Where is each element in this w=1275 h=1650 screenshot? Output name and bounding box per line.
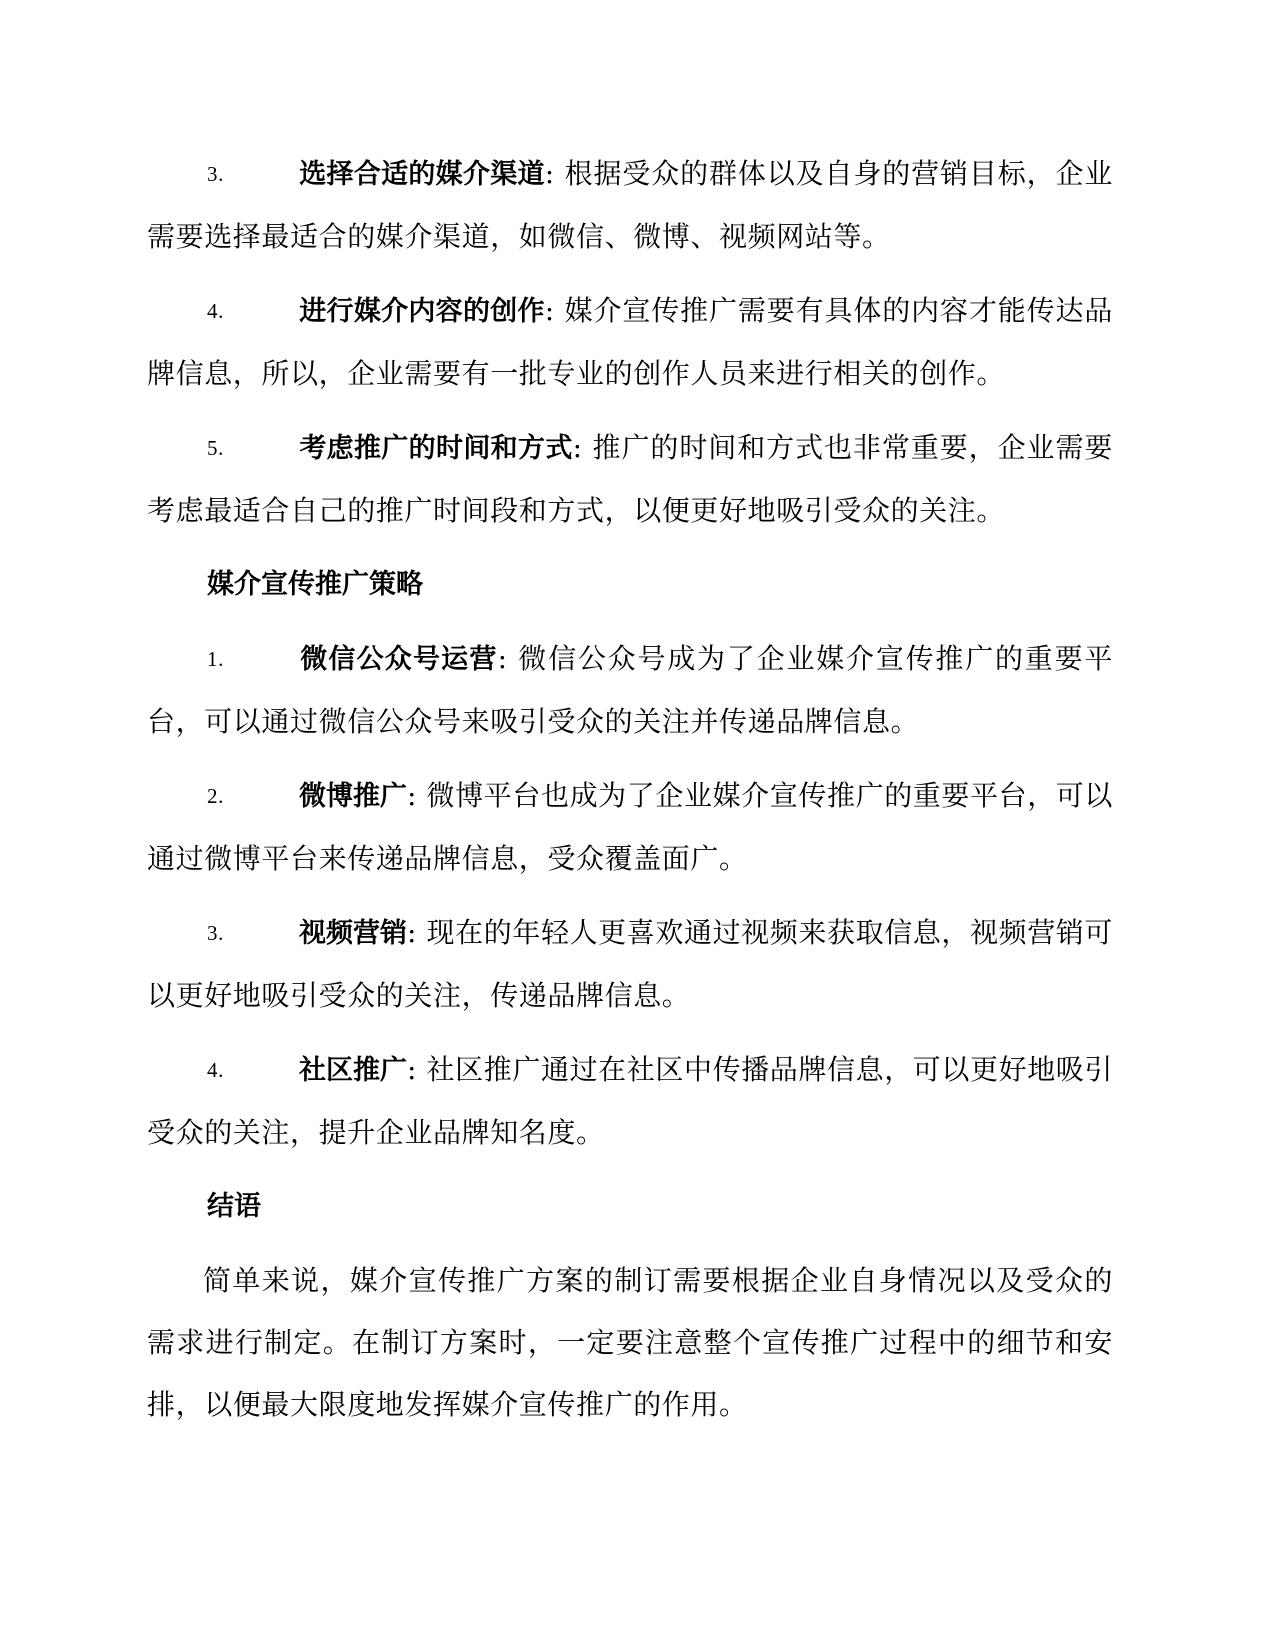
list-number: 1. — [207, 647, 224, 671]
list-item-label: 微信公众号运营 — [299, 644, 498, 675]
list-number: 3. — [207, 921, 224, 945]
list-item — [147, 417, 1113, 542]
list-item — [147, 143, 1113, 268]
list-item-text: : 微博平台也成为了企业媒介宣传推广的重要平台，可以通过微博平台来传递品牌信息，受众覆盖面广。 — [147, 779, 1114, 875]
list-item — [147, 280, 1113, 405]
list-item — [147, 628, 1113, 753]
document-content — [147, 143, 1113, 1436]
list-item — [147, 1039, 1113, 1164]
list-item-text: : 现在的年轻人更喜欢通过视频来获取信息，视频营销可以更好地吸引受众的关注，传递品牌信息。 — [147, 916, 1114, 1012]
list-item-label: 进行媒介内容的创作 — [299, 296, 545, 327]
list-item-label: 视频营销 — [299, 918, 408, 949]
list-item-text: : 微信公众号成为了企业媒介宣传推广的重要平台，可以通过微信公众号来吸引受众的关注并传递品牌信息。 — [147, 642, 1113, 738]
list-item-text: : 媒介宣传推广需要有具体的内容才能传达品牌信息，所以，企业需要有一批专业的创作人员来进行相关的创作。 — [147, 294, 1113, 390]
section-heading-strategy: 媒介宣传推广策略 — [207, 569, 423, 600]
conclusion-paragraph: 简单来说，媒介宣传推广方案的制订需要根据企业自身情况以及受众的需求进行制定。在制订方案时，一定要注意整个宣传推广过程中的细节和安排，以便最大限度地发挥媒介宣传推广的作用。 — [147, 1264, 1113, 1421]
list-item-label: 考虑推广的时间和方式 — [299, 433, 573, 464]
list-number: 3. — [207, 162, 224, 186]
list-item-label: 微博推广 — [299, 781, 408, 812]
list-item — [147, 902, 1113, 1027]
list-item-label: 选择合适的媒介渠道 — [299, 159, 545, 190]
list-number: 4. — [207, 299, 224, 323]
list-item-text: : 推广的时间和方式也非常重要，企业需要考虑最适合自己的推广时间段和方式，以便更好地吸引受众的关注。 — [147, 431, 1114, 527]
list-item-label: 社区推广 — [299, 1055, 408, 1086]
list-item — [147, 765, 1113, 890]
list-number: 2. — [207, 784, 224, 808]
list-number: 4. — [207, 1058, 224, 1082]
section-heading-conclusion: 结语 — [207, 1191, 261, 1222]
list-number: 5. — [207, 436, 224, 460]
list-item-text: : 社区推广通过在社区中传播品牌信息，可以更好地吸引受众的关注，提升企业品牌知名度。 — [147, 1053, 1114, 1149]
list-item-text: : 根据受众的群体以及自身的营销目标，企业需要选择最适合的媒介渠道，如微信、微博、视频网站等。 — [147, 157, 1113, 253]
